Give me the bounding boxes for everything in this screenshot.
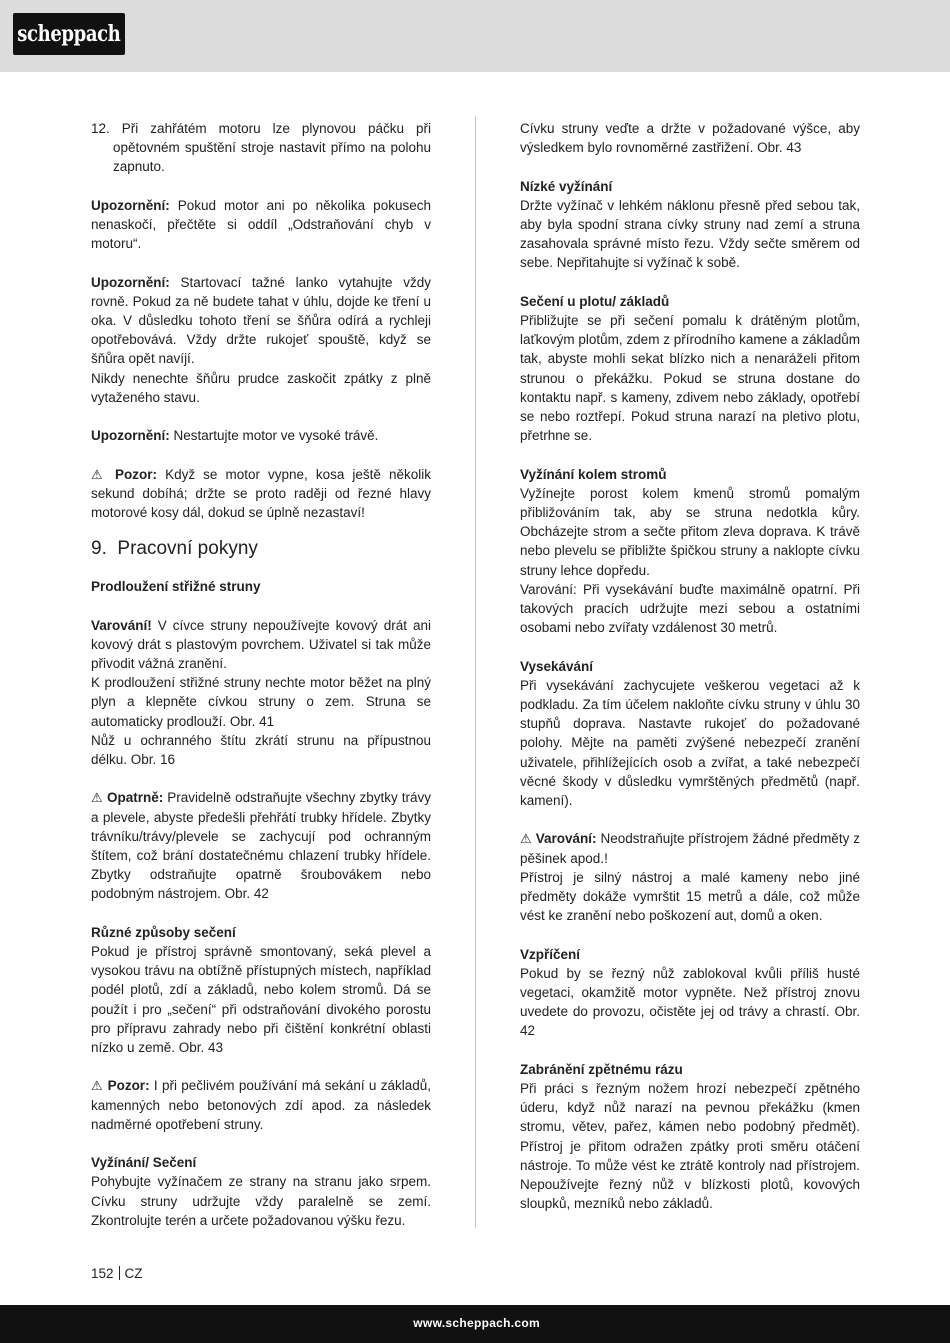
- header-band: [0, 0, 950, 72]
- warning-triangle-icon: ⚠: [520, 831, 532, 847]
- footer-separator: [119, 1266, 120, 1280]
- note-label: Upozornění:: [91, 197, 170, 213]
- brand-logo-text: scheppach: [17, 21, 121, 47]
- body-paragraph: Nůž u ochranného štítu zkrátí strunu na přípustnou délku. Obr. 16: [91, 732, 431, 768]
- brand-logo: [13, 13, 125, 55]
- warning-paragraph: ⚠ Varování: Neodstraňujte přístrojem žádné předměty z pěšinek apod.!: [520, 831, 860, 866]
- subheading: Vysekávání: [520, 658, 594, 674]
- caution-paragraph: ⚠ Opatrně: Pravidelně odstraňujte všechny zbytky trávy a plevele, abyste předešli přehřátí trubky hřídele. Zbytky trávníku/trávy/plevele se zachycují pod ochranným štítem, což brání dostatečnému chlazení trubky hřídele. Zbytky odstraňujte opatrně šroubovákem nebo podobným nástrojem. Obr. 42: [91, 790, 431, 902]
- body-paragraph: Při vysekávání zachycujete veškerou vegetaci až k podkladu. Za tím účelem nakloňte cívku struny v úhlu 30 stupňů doprava. Nastavte rukojeť do požadované polohy. Mějte na paměti zvýšené nebezpečí zranění uživatele, přihlížejících osob a zvířat, a také nebezpečí věcné škody v důsledku vymrštěných předmětů (např. kamení).: [520, 677, 860, 809]
- left-column: [91, 119, 431, 1230]
- subheading: Sečení u plotu/ základů: [520, 293, 670, 309]
- section-heading: 9. Pracovní pokyny: [91, 538, 258, 560]
- right-column: [520, 119, 860, 1213]
- body-paragraph: Pohybujte vyžínačem ze strany na stranu jako srpem. Cívku struny udržujte vždy paralelně se zemí. Zkontrolujte terén a určete požadovanou výšku řezu.: [91, 1174, 431, 1228]
- body-paragraph: Držte vyžínač v lehkém náklonu přesně před sebou tak, aby byla spodní strana cívky struny nad zemí a struna zasahovala správné místo řezu. Vždy sečte směrem od sebe. Nepřitahujte si vyžínač k sobě.: [520, 197, 860, 271]
- note-label: Upozornění:: [91, 428, 170, 444]
- subheading: Vzpříčení: [520, 946, 581, 962]
- body-paragraph: Vyžínejte porost kolem kmenů stromů pomalým přibližováním tak, aby se struna nedotkla kůry. Obcházejte strom a sečte přitom zleva doprava. K trávě nebo plevelu se přibližte špičkou struny a naklopte cívku struny lehce dopředu.: [520, 485, 860, 578]
- caution-paragraph: ⚠ Pozor: Když se motor vypne, kosa ještě několik sekund dobíhá; držte se proto raději od řezné hlavy motorové kosy dál, dokud se úplně nezastaví!: [91, 466, 431, 520]
- caution-paragraph: ⚠ Pozor: I při pečlivém používání má sekání u základů, kamenných nebo betonových zdí apod. za následek nadměrné opotřebení struny.: [91, 1078, 431, 1132]
- note-paragraph: Upozornění: Startovací tažné lanko vytahujte vždy rovně. Pokud za ně budete tahat v úhlu, dojde ke tření u oka. V důsledku tohoto tření se šňůra odírá a rychleji opotřebovává. Vždy držte rukojeť spouště, když se šňůra opět navíjí.: [91, 274, 431, 367]
- note-paragraph: Upozornění: Nestartujte motor ve vysoké trávě.: [91, 428, 379, 444]
- body-paragraph: Při práci s řezným nožem hrozí nebezpečí zpětného úderu, když nůž narazí na pevnou překážku (kmen stromu, větev, pařez, kámen nebo podobný předmět). Přístroj je přitom odražen zpátky proti směru otáčení nástroje. To může vést ke ztrátě kontroly nad přístrojem. Nepoužívejte řezný nůž v blízkosti plotů, kovových sloupků, mezníků nebo základů.: [520, 1081, 860, 1212]
- list-item-12: 12. Při zahřátém motoru lze plynovou páčku při opětovném spuštění stroje nastavit přímo na polohu zapnuto.: [91, 121, 431, 175]
- subheading: Různé způsoby sečení: [91, 924, 236, 940]
- body-paragraph: Přibližujte se při sečení pomalu k drátěným plotům, laťkovým plotům, zdem z přírodního kamene a základům tak, abyste mohli sekat blízko nich a nenaráželi přitom strunou o překážku. Pokud se struna dostane do kontaktu např. s kameny, zdivem nebo základy, opotřebí se nebo roztřepí. Pokud struna narazí na pletivo plotu, přetrhne se.: [520, 313, 860, 444]
- note-paragraph-cont: Nikdy nenechte šňůru prudce zaskočit zpátky z plně vytaženého stavu.: [91, 370, 431, 405]
- body-paragraph: Pokud je přístroj správně smontovaný, seká plevel a vysokou trávu na obtížně přístupných místech, například podél plotů, zdí a základů, nebo kolem stromů. Dá se použít i pro „sečení“ při odstraňování divokého porostu pro přípravu zahrady nebo při čištění konkrétní oblasti nízko u země. Obr. 43: [91, 944, 431, 1056]
- note-label: Upozornění:: [91, 274, 170, 290]
- column-divider: [475, 116, 476, 1228]
- warning-paragraph: Varování! V cívce struny nepoužívejte kovový drát ani kovový drát s plastovým povrchem. Uživatel si tak může přivodit vážná zranění.: [91, 617, 431, 671]
- subheading: Prodloužení střižné struny: [91, 579, 261, 595]
- body-paragraph: Přístroj je silný nástroj a malé kameny nebo jiné předměty dokáže vymrštit 15 metrů a dále, což může vést ke zranění nebo poškození aut, domů a oken.: [520, 869, 860, 924]
- body-paragraph: Cívku struny veďte a držte v požadované výšce, aby výsledkem bylo rovnoměrné zastřižení. Obr. 43: [520, 121, 860, 156]
- subheading: Nízké vyžínání: [520, 178, 613, 194]
- subheading: Vyžínání/ Sečení: [91, 1155, 197, 1171]
- note-paragraph: Upozornění: Pokud motor ani po několika pokusech nenaskočí, přečtěte si oddíl „Odstraňování chyb v motoru“.: [91, 197, 431, 252]
- subheading: Vyžínání kolem stromů: [520, 466, 667, 482]
- warning-triangle-icon: ⚠: [91, 466, 107, 482]
- subheading: Zabránění zpětnému rázu: [520, 1061, 683, 1077]
- language-code: CZ: [124, 1266, 143, 1281]
- body-paragraph: Pokud by se řezný nůž zablokoval kvůli příliš husté vegetaci, okamžitě motor vypněte. Než přístroj znovu uvedete do provozu, očistěte jej od trávy a chrastí. Obr. 42: [520, 965, 860, 1039]
- body-paragraph: Varování: Při vysekávání buďte maximálně opatrní. Při takových pracích udržujte mezi sebou a ostatními osobami nebo zvířaty vzdálenost 30 metrů.: [520, 581, 860, 636]
- footer-band: [0, 1305, 950, 1343]
- warning-triangle-icon: ⚠: [91, 790, 103, 806]
- website-link[interactable]: www.scheppach.com: [413, 1316, 540, 1330]
- page-footer-label: [91, 1265, 143, 1283]
- page-number: 152: [91, 1266, 114, 1281]
- body-paragraph: K prodloužení střižné struny nechte motor běžet na plný plyn a klepněte cívkou struny o zem. Struna se automaticky prodlouží. Obr. 41: [91, 675, 431, 729]
- warning-triangle-icon: ⚠: [91, 1078, 104, 1094]
